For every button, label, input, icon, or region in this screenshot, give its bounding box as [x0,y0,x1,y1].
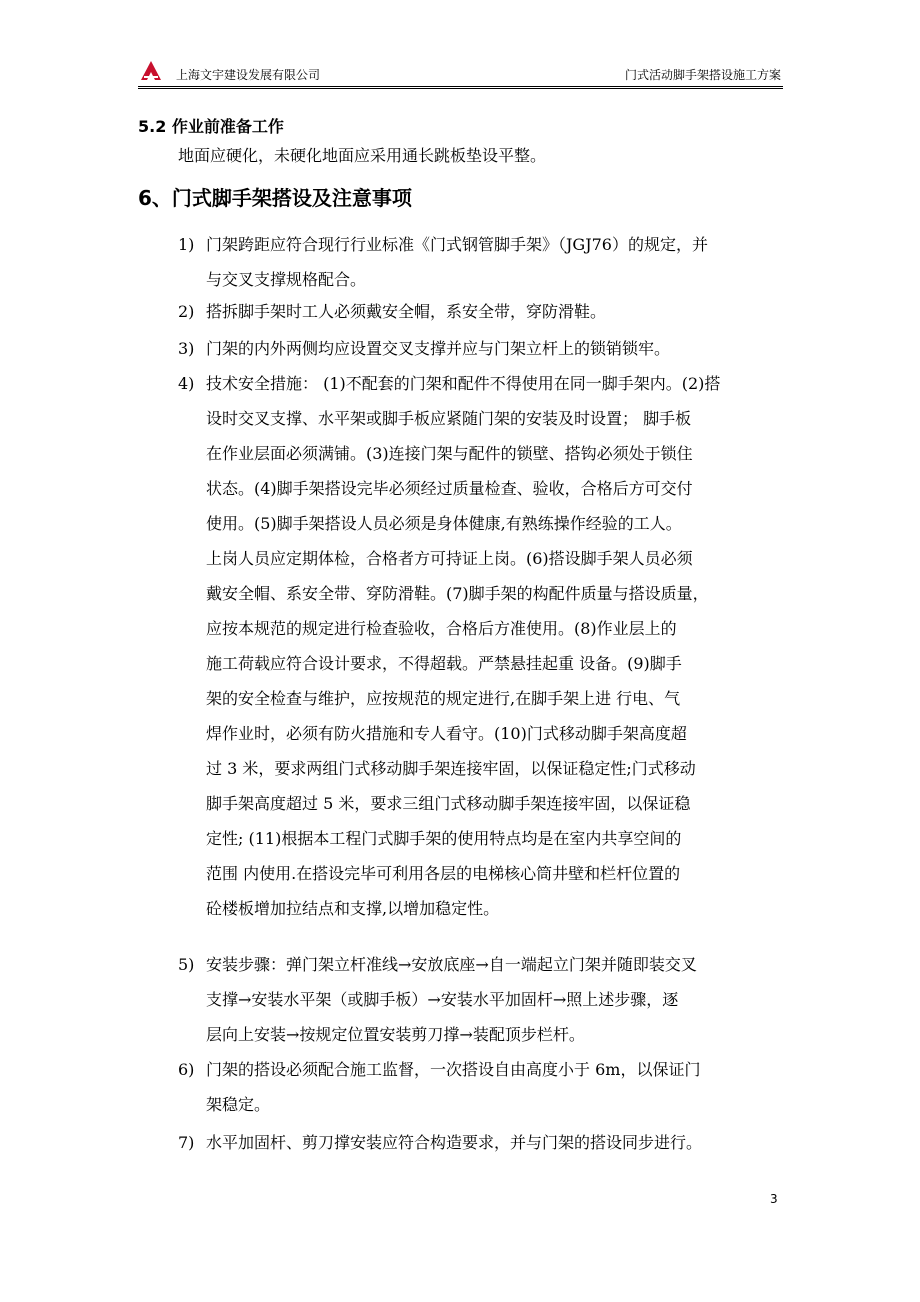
list-item-number: 1) [178,235,195,254]
list-item [178,1052,788,1122]
list-item-line: 技术安全措施： (1)不配套的门架和配件不得使用在同一脚手架内。(2)搭 [206,374,721,393]
list-item-line: 范围 内使用.在搭设完毕可利用各层的电梯核心筒井壁和栏杆位置的 [206,864,681,883]
header-divider [138,86,783,89]
list-item-line: 戴安全帽、系安全带、穿防滑鞋。(7)脚手架的构配件质量与搭设质量， [206,584,709,603]
list-item-line: 架稳定。 [206,1095,271,1114]
list-item-line: 在作业层面必须满铺。(3)连接门架与配件的锁壁、搭钩必须处于锁住 [206,444,693,463]
list-item-number: 7) [178,1133,195,1152]
page-header [138,58,783,88]
list-item [178,947,788,1052]
list-item-line: 状态。(4)脚手架搭设完毕必须经过质量检查、验收，合格后方可交付 [206,479,693,498]
list-item-line: 门架的搭设必须配合施工监督，一次搭设自由高度小于 6m，以保证门 [206,1060,701,1079]
company-name: 上海文宇建设发展有限公司 [176,68,321,82]
list-item-line: 搭拆脚手架时工人必须戴安全帽，系安全带，穿防滑鞋。 [206,302,607,321]
list-item-number: 3) [178,339,195,358]
list-item-line: 定性; (11)根据本工程门式脚手架的使用特点均是在室内共享空间的 [206,829,682,848]
subsection-text: 地面应硬化，未硬化地面应采用通长跳板垫设平整。 [178,146,547,165]
list-item [178,366,788,926]
company-logo-icon [140,60,162,82]
list-item-line: 安装步骤：弹门架立杆准线→安放底座→自一端起立门架并随即装交叉 [206,955,697,974]
list-item-number: 4) [178,374,195,393]
page-number: 3 [770,1192,778,1206]
list-item-line: 设时交叉支撑、水平架或脚手板应紧随门架的安装及时设置； 脚手板 [206,409,692,428]
list-item-number: 5) [178,955,195,974]
subsection-heading: 5.2 作业前准备工作 [138,117,284,136]
list-item-line: 应按本规范的规定进行检查验收，合格后方准使用。(8)作业层上的 [206,619,677,638]
list-item-line: 支撑→安装水平架（或脚手板）→安装水平加固杆→照上述步骤，逐 [206,990,679,1009]
list-item-line: 脚手架高度超过 5 米，要求三组门式移动脚手架连接牢固，以保证稳 [206,794,691,813]
list-item-line: 架的安全检查与维护，应按规范的规定进行,在脚手架上进 行电、气 [206,689,681,708]
list-item-line: 门架的内外两侧均应设置交叉支撑并应与门架立杆上的锁销锁牢。 [206,339,671,358]
list-item [178,1125,788,1160]
list-item [178,227,788,297]
list-item-line: 层向上安装→按规定位置安装剪刀撑→装配顶步栏杆。 [206,1025,585,1044]
list-item-number: 6) [178,1060,195,1079]
list-item-line: 上岗人员应定期体检，合格者方可持证上岗。(6)搭设脚手架人员必须 [206,549,693,568]
document-title: 门式活动脚手架搭设施工方案 [624,68,781,82]
list-item-line: 过 3 米，要求两组门式移动脚手架连接牢固，以保证稳定性;门式移动 [206,759,696,778]
list-item [178,331,788,366]
list-item-line: 与交叉支撑规格配合。 [206,270,367,289]
list-item-line: 门架跨距应符合现行行业标准《门式钢管脚手架》（JGJ76）的规定，并 [206,235,708,254]
list-item-number: 2) [178,302,195,321]
list-item-line: 焊作业时，必须有防火措施和专人看守。(10)门式移动脚手架高度超 [206,724,687,743]
list-item [178,294,788,329]
list-item-line: 水平加固杆、剪刀撑安装应符合构造要求，并与门架的搭设同步进行。 [206,1133,703,1152]
list-item-line: 施工荷载应符合设计要求，不得超载。严禁悬挂起重 设备。(9)脚手 [206,654,682,673]
section-heading: 6、门式脚手架搭设及注意事项 [138,186,412,210]
list-item-line: 砼楼板增加拉结点和支撑,以增加稳定性。 [206,899,500,918]
list-item-line: 使用。(5)脚手架搭设人员必须是身体健康,有熟练操作经验的工人。 [206,514,682,533]
